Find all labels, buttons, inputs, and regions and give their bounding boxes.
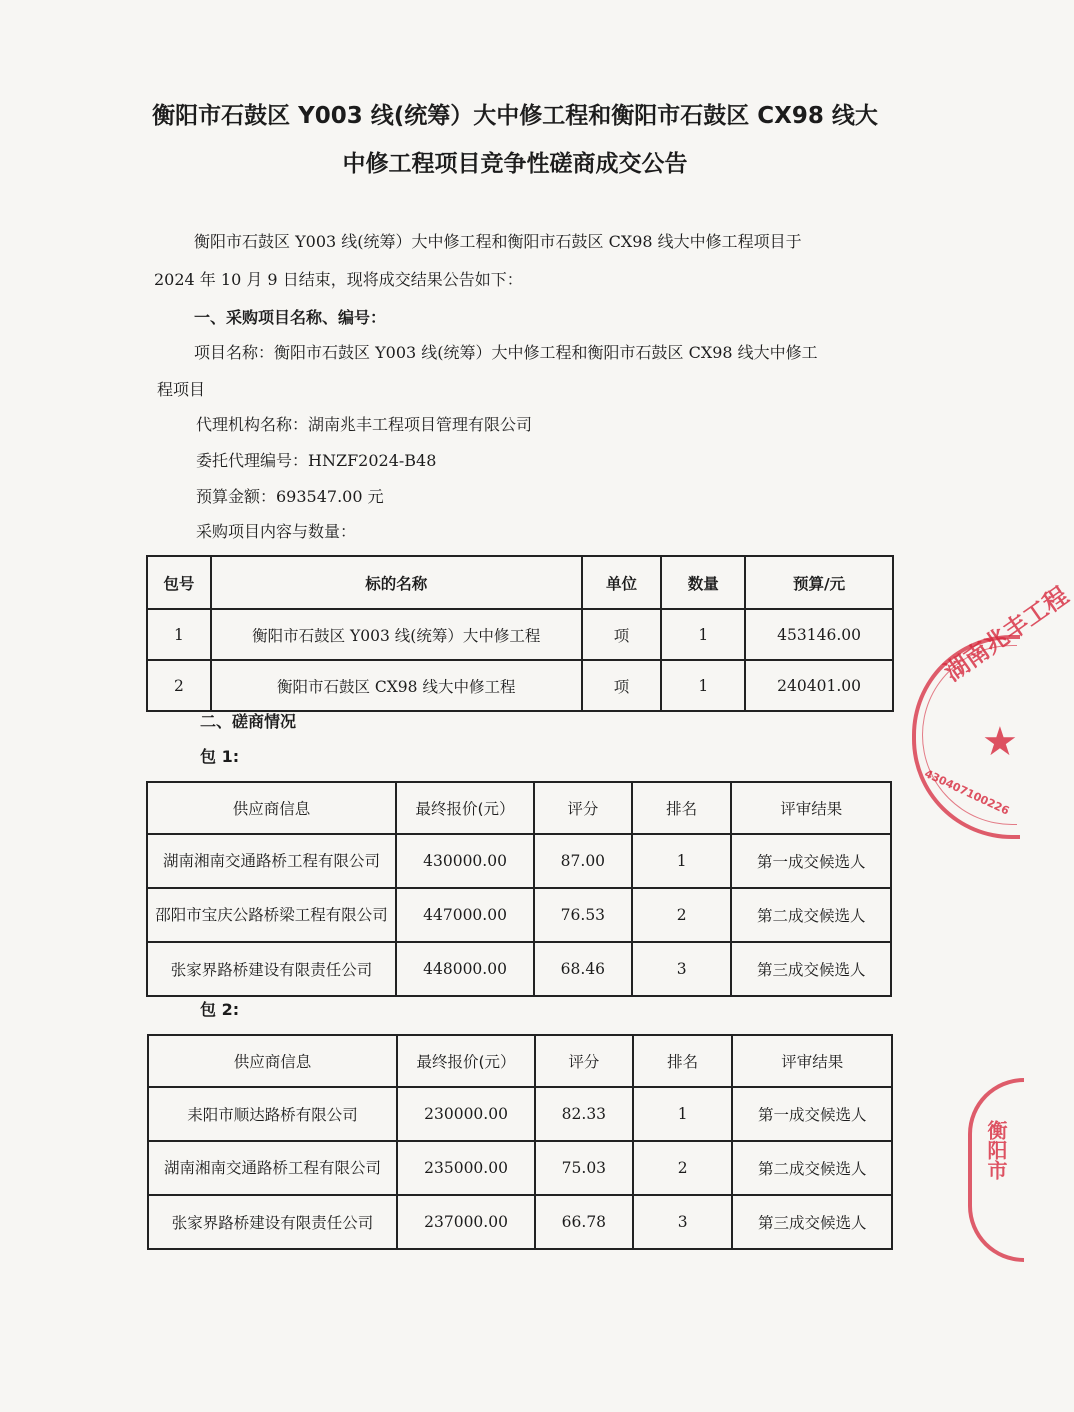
table-row [147, 888, 891, 942]
rank-cell: 1 [633, 1087, 733, 1141]
project-name-line-2: 程项目 [157, 380, 206, 399]
result-cell: 第二成交候选人 [732, 1141, 892, 1195]
score-cell: 76.53 [534, 888, 632, 942]
price-cell: 447000.00 [396, 888, 534, 942]
table-cell: 项 [582, 609, 662, 660]
table-cell: 衡阳市石鼓区 Y003 线(统筹）大中修工程 [211, 609, 582, 660]
table-cell: 项 [582, 660, 662, 711]
supplier-cell: 湖南湘南交通路桥工程有限公司 [147, 834, 396, 888]
price-cell: 430000.00 [396, 834, 534, 888]
score-cell: 75.03 [535, 1141, 633, 1195]
page-title [120, 92, 910, 188]
package2-label: 包 2: [200, 1000, 240, 1019]
table-row [147, 609, 893, 660]
score-cell: 68.46 [534, 942, 632, 996]
package1-header-row [147, 782, 891, 834]
header-cell: 预算/元 [745, 556, 893, 609]
table-row [147, 660, 893, 711]
header-cell: 评分 [535, 1035, 633, 1087]
header-cell: 评审结果 [732, 1035, 892, 1087]
result-cell: 第一成交候选人 [732, 1087, 892, 1141]
section2-heading: 二、磋商情况 [200, 712, 297, 731]
header-cell: 评分 [534, 782, 632, 834]
seal-star-icon: ★ [982, 719, 1018, 765]
supplier-cell: 张家界路桥建设有限责任公司 [147, 942, 396, 996]
agency-number: 委托代理编号：HNZF2024-B48 [196, 451, 437, 470]
package2-table [147, 1034, 893, 1250]
score-cell: 82.33 [535, 1087, 633, 1141]
header-cell: 供应商信息 [148, 1035, 397, 1087]
header-cell: 排名 [632, 782, 732, 834]
table-cell: 240401.00 [745, 660, 893, 711]
header-cell: 最终报价(元） [397, 1035, 535, 1087]
header-cell: 排名 [633, 1035, 733, 1087]
supplier-cell: 耒阳市顺达路桥有限公司 [148, 1087, 397, 1141]
intro-line-1: 衡阳市石鼓区 Y003 线(统筹）大中修工程和衡阳市石鼓区 CX98 线大中修工程项目于 [194, 232, 802, 251]
package1-table [146, 781, 892, 997]
header-cell: 评审结果 [731, 782, 891, 834]
rank-cell: 1 [632, 834, 732, 888]
score-cell: 66.78 [535, 1195, 633, 1249]
intro-line-2: 2024 年 10 月 9 日结束，现将成交结果公告如下： [154, 270, 523, 289]
title-line-1: 衡阳市石鼓区 Y003 线(统筹）大中修工程和衡阳市石鼓区 CX98 线大 [152, 103, 878, 129]
rank-cell: 2 [633, 1141, 733, 1195]
result-cell: 第一成交候选人 [731, 834, 891, 888]
seal-number: 430407100226 [922, 767, 1012, 818]
supplier-cell: 张家界路桥建设有限责任公司 [148, 1195, 397, 1249]
supplier-cell: 湖南湘南交通路桥工程有限公司 [148, 1141, 397, 1195]
result-cell: 第三成交候选人 [732, 1195, 892, 1249]
rank-cell: 3 [633, 1195, 733, 1249]
table-cell: 1 [661, 609, 745, 660]
content-label: 采购项目内容与数量： [196, 522, 357, 541]
header-cell: 供应商信息 [147, 782, 396, 834]
seal-text: 湖南兆丰工程 [939, 581, 1074, 687]
table-row [148, 1195, 892, 1249]
table-cell: 1 [147, 609, 211, 660]
score-cell: 87.00 [534, 834, 632, 888]
table-row [147, 942, 891, 996]
header-cell: 数量 [661, 556, 745, 609]
items-table [146, 555, 894, 712]
header-cell: 单位 [582, 556, 662, 609]
result-cell: 第三成交候选人 [731, 942, 891, 996]
table-cell: 衡阳市石鼓区 CX98 线大中修工程 [211, 660, 582, 711]
package2-header-row [148, 1035, 892, 1087]
table-row [147, 834, 891, 888]
header-cell: 标的名称 [211, 556, 582, 609]
price-cell: 237000.00 [397, 1195, 535, 1249]
company-seal [912, 581, 1074, 839]
seal2-text: 衡阳市 [984, 1120, 1008, 1180]
package1-label: 包 1: [200, 747, 240, 766]
project-name-line-1: 项目名称：衡阳市石鼓区 Y003 线(统筹）大中修工程和衡阳市石鼓区 CX98 线大中修工 [194, 343, 818, 362]
rank-cell: 3 [632, 942, 732, 996]
title-line-2: 中修工程项目竞争性磋商成交公告 [342, 151, 688, 177]
budget-amount: 预算金额：693547.00 元 [196, 487, 384, 506]
table-cell: 1 [661, 660, 745, 711]
table-cell: 453146.00 [745, 609, 893, 660]
table-row [148, 1087, 892, 1141]
table-row [148, 1141, 892, 1195]
table-cell: 2 [147, 660, 211, 711]
section1-heading: 一、采购项目名称、编号： [194, 308, 387, 327]
price-cell: 235000.00 [397, 1141, 535, 1195]
items-header-row [147, 556, 893, 609]
rank-cell: 2 [632, 888, 732, 942]
price-cell: 448000.00 [396, 942, 534, 996]
header-cell: 包号 [147, 556, 211, 609]
government-seal [968, 1078, 1024, 1262]
agency-name: 代理机构名称：湖南兆丰工程项目管理有限公司 [196, 415, 533, 434]
supplier-cell: 邵阳市宝庆公路桥梁工程有限公司 [147, 888, 396, 942]
header-cell: 最终报价(元） [396, 782, 534, 834]
price-cell: 230000.00 [397, 1087, 535, 1141]
result-cell: 第二成交候选人 [731, 888, 891, 942]
